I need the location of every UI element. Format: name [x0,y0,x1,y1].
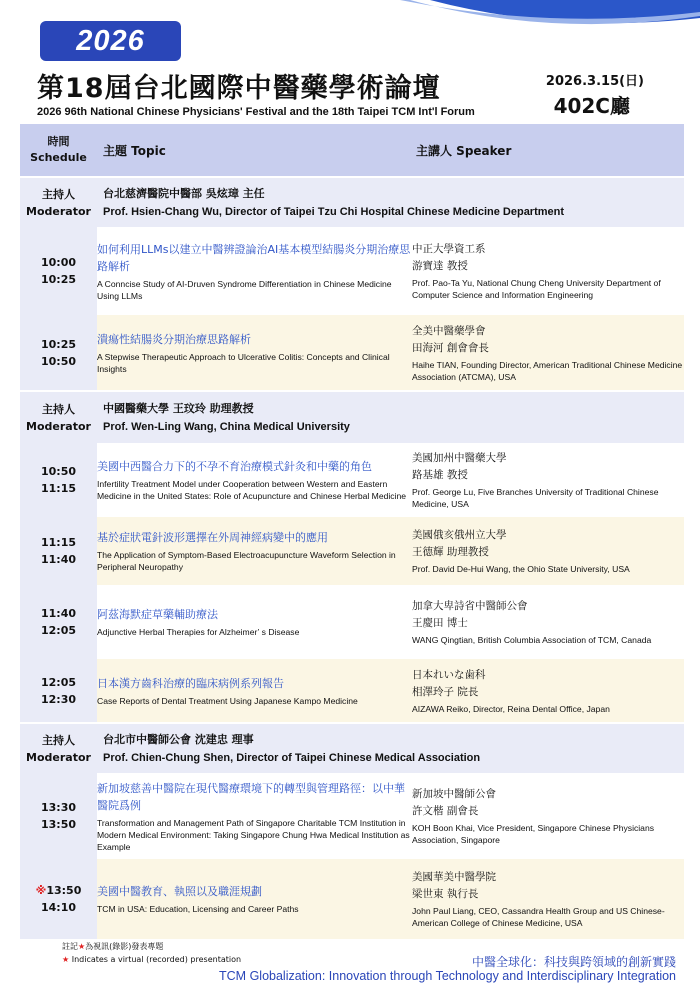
session-time: 10:25 10:50 [20,315,97,391]
session-topic: 日本漢方齒科治療的臨床病例系列報告 Case Reports of Dental Treatment Using Japanese Kampo Medicine [97,659,412,723]
session-time: 13:30 13:50 [20,773,97,859]
session-topic: 如何利用LLMs以建立中醫辨證論治AI基本模型結腸炎分期治療思路解析 A Conncise Study of AI-Druven Syndrome Differentiation in Chinese Medicine Using LLMs [97,227,412,315]
session-topic: 阿茲海默症草藥輔助療法 Adjunctive Herbal Therapies for Alzheimer’ s Disease [97,585,412,659]
session-row [20,585,684,659]
theme-en: TCM Globalization: Innovation through Technology and Interdisciplinary Integration [219,969,676,983]
session-time: 12:05 12:30 [20,659,97,723]
session-topic: 美國中西醫合力下的不孕不育治療模式針灸和中藥的角色 Infertility Treatment Model under Cooperation between Western and Eastern Medicine in the United States: Role of Acupuncture and Chinese Herbal Medicine [97,443,412,517]
moderator-label: 主持人 Moderator [20,177,97,227]
schedule-table [20,124,684,939]
page-subtitle: 2026 96th National Chinese Physicians' Festival and the 18th Taipei TCM Int'l Forum [37,106,475,118]
header-swoosh-decoration [400,0,700,40]
session-row [20,517,684,585]
session-time: 10:00 10:25 [20,227,97,315]
session-topic: 新加坡慈善中醫院在現代醫療環境下的轉型與管理路徑：以中華醫院爲例 Transformation and Management Path of Singapore Charitable TCM Institution in Modern Medical Environment: Taking Singapore Chung Hwa Medical Institution as Example [97,773,412,859]
session-row [20,443,684,517]
session-speaker: 中正大學資工系 游寶達 教授 Prof. Pao-Ta Yu, National Chung Cheng University Department of Computer Science and Information Engineering [412,227,684,315]
session-row [20,859,684,939]
year-badge: 2026 [40,21,181,61]
event-date: 2026.3.15(日) [545,74,644,89]
session-speaker: 美國俄亥俄州立大學 王德輝 助理教授 Prof. David De-Hui Wang, the Ohio State University, USA [412,517,684,585]
star-icon: ★ [78,942,86,951]
session-row [20,659,684,723]
header-time: 時間 Schedule [20,124,97,177]
footnote: 註記★為視訊(錄影)發表專題 ★ Indicates a virtual (recorded) presentation [62,942,242,964]
session-topic: 潰瘍性結腸炎分期治療思路解析 A Stepwise Therapeutic Approach to Ulcerative Colitis: Concepts and Clinical Insights [97,315,412,391]
session-topic: 基於症狀電針波形選擇在外周神經病變中的應用 The Application of Symptom-Based Electroacupuncture Waveform Selection in Peripheral Neuropathy [97,517,412,585]
event-room: 402C廳 [553,94,630,118]
header-topic: 主題 Topic [97,124,412,177]
header-speaker: 主講人 Speaker [412,124,684,177]
moderator-name: 台北市中醫師公會 沈建忠 理事 Prof. Chien-Chung Shen, Director of Taipei Chinese Medical Association [97,723,684,773]
page-title: 第18屆台北國際中醫藥學術論壇 [37,73,441,104]
session-row [20,315,684,391]
table-header-row [20,124,684,177]
virtual-mark: ※ [35,884,47,897]
session-topic: 美國中醫教育、執照以及職涯規劃 TCM in USA: Education, Licensing and Career Paths [97,859,412,939]
session-speaker: 加拿大卑詩省中醫師公會 王慶田 博士 WANG Qingtian, British Columbia Association of TCM, Canada [412,585,684,659]
session-speaker: 全美中醫藥學會 田海河 創會會長 Haihe TIAN, Founding Director, American Traditional Chinese Medicine Association (ATCMA), USA [412,315,684,391]
session-time: 11:15 11:40 [20,517,97,585]
moderator-label: 主持人 Moderator [20,391,97,443]
session-time: 11:40 12:05 [20,585,97,659]
session-row [20,227,684,315]
session-time: ※13:50 14:10 [20,859,97,939]
star-icon: ★ [62,955,70,964]
moderator-name: 中國醫藥大學 王玟玲 助理教授 Prof. Wen-Ling Wang, China Medical University [97,391,684,443]
moderator-row [20,723,684,773]
moderator-name: 台北慈濟醫院中醫部 吳炫璋 主任 Prof. Hsien-Chang Wu, Director of Taipei Tzu Chi Hospital Chinese Medicine Department [97,177,684,227]
session-speaker: 美國加州中醫藥大學 路基雄 教授 Prof. George Lu, Five Branches University of Traditional Chinese Medicine, USA [412,443,684,517]
session-row [20,773,684,859]
session-speaker: 日本れいな歯科 相澤玲子 院長 AIZAWA Reiko, Director, Reina Dental Office, Japan [412,659,684,723]
moderator-label: 主持人 Moderator [20,723,97,773]
theme-zh: 中醫全球化：科技與跨領域的創新實踐 [471,955,676,969]
session-time: 10:50 11:15 [20,443,97,517]
session-speaker: 美國華美中醫學院 梁世東 執行長 John Paul Liang, CEO, Cassandra Health Group and US Chinese-American College of Chinese Medicine, USA [412,859,684,939]
moderator-row [20,177,684,227]
session-speaker: 新加坡中醫師公會 許文楷 副會長 KOH Boon Khai, Vice President, Singapore Chinese Physicians Association, Singapore [412,773,684,859]
moderator-row [20,391,684,443]
